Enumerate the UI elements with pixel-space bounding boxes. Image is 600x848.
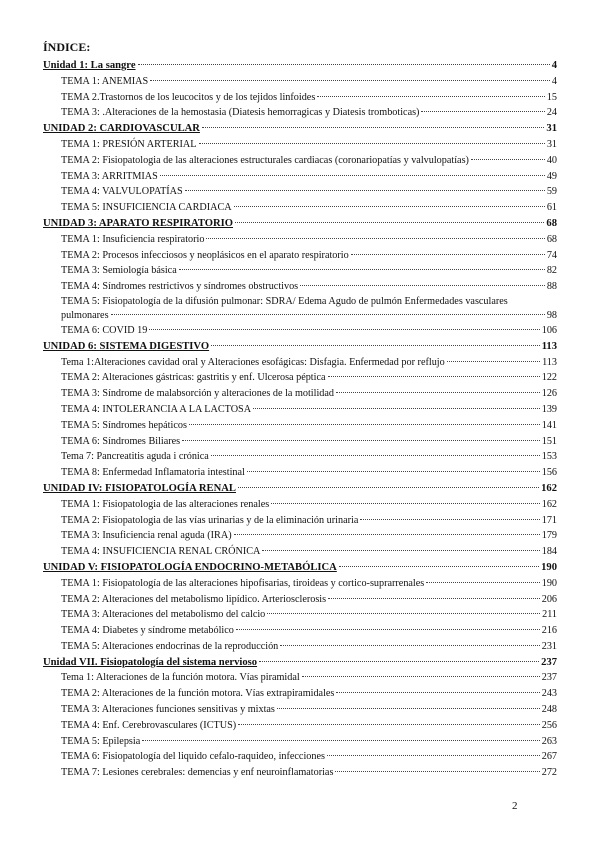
toc-entry-label: UNIDAD 6: SISTEMA DIGESTIVO bbox=[43, 340, 210, 352]
dot-leader bbox=[280, 645, 539, 646]
toc-entry-topic[interactable] bbox=[43, 200, 557, 216]
dot-leader bbox=[421, 111, 544, 112]
toc-entry-label: TEMA 3: Alteraciones funciones sensitivas y mixtas bbox=[61, 704, 275, 716]
toc-entry-page: 156 bbox=[541, 467, 557, 479]
toc-entry-page: 216 bbox=[541, 625, 557, 637]
toc-entry-topic[interactable] bbox=[43, 153, 557, 169]
toc-entry-topic[interactable] bbox=[43, 279, 557, 295]
dot-leader bbox=[336, 392, 540, 393]
dot-leader bbox=[202, 127, 544, 128]
toc-entry-page: 15 bbox=[546, 91, 557, 103]
toc-entry-label: TEMA 6: Síndromes Biliares bbox=[61, 435, 181, 447]
page-number: 2 bbox=[512, 800, 518, 812]
dot-leader bbox=[336, 692, 539, 693]
toc-entry-label-continued: pulmonares bbox=[61, 309, 109, 321]
toc-entry-topic[interactable] bbox=[43, 169, 557, 185]
dot-leader bbox=[138, 64, 550, 65]
toc-entry-topic[interactable] bbox=[43, 765, 557, 781]
toc-entry-unit[interactable] bbox=[43, 560, 557, 576]
toc-entry-page: 31 bbox=[546, 123, 557, 135]
toc-entry-label: UNIDAD V: FISIOPATOLOGÍA ENDOCRINO-METABÓLICA bbox=[43, 561, 337, 573]
toc-entry-label: TEMA 6: COVID 19 bbox=[61, 324, 148, 336]
toc-entry-page: 190 bbox=[541, 561, 557, 573]
toc-entry-topic[interactable] bbox=[43, 749, 557, 765]
toc-entry-page: 82 bbox=[546, 265, 557, 277]
dot-leader bbox=[360, 519, 539, 520]
dot-leader bbox=[271, 503, 539, 504]
toc-entry-topic[interactable] bbox=[43, 702, 557, 718]
toc-entry-label: TEMA 5: Alteraciones endocrinas de la reproducción bbox=[61, 640, 279, 652]
toc-entry-topic[interactable] bbox=[43, 670, 557, 686]
toc-entry-label: TEMA 5: Fisiopatología de la difusión pulmonar: SDRA/ Edema Agudo de pulmón Enfermedades vasculares bbox=[61, 295, 508, 307]
toc-entry-topic[interactable] bbox=[43, 105, 557, 121]
toc-entry-page: 243 bbox=[541, 688, 557, 700]
toc-entry-page: 237 bbox=[541, 656, 557, 668]
toc-entry-label: TEMA 1: Fisiopatología de las alteraciones hipofisarias, tiroideas y cortico-suprarrenales bbox=[61, 577, 425, 589]
toc-entry-unit[interactable] bbox=[43, 216, 557, 232]
dot-leader bbox=[447, 361, 540, 362]
toc-entry-page: 237 bbox=[541, 672, 557, 684]
toc-entry-label: TEMA 1: Fisiopatologia de las alteraciones renales bbox=[61, 498, 270, 510]
toc-entry-page: 74 bbox=[546, 249, 557, 261]
toc-entry-page: 256 bbox=[541, 719, 557, 731]
dot-leader bbox=[328, 376, 540, 377]
toc-entry-topic[interactable] bbox=[43, 90, 557, 106]
toc-entry-label: TEMA 2: Procesos infecciosos y neoplásicos en el aparato respiratorio bbox=[61, 249, 349, 261]
toc-entry-label: TEMA 3: Semiología básica bbox=[61, 265, 177, 277]
toc-entry-page: 272 bbox=[541, 767, 557, 779]
toc-entry-label: TEMA 4: Diabetes y síndrome metabólico bbox=[61, 625, 234, 637]
dot-leader bbox=[199, 143, 545, 144]
toc-entry-page: 267 bbox=[541, 751, 557, 763]
toc-entry-page: 141 bbox=[541, 419, 557, 431]
dot-leader bbox=[236, 629, 540, 630]
toc-entry-page: 139 bbox=[541, 403, 557, 415]
dot-leader bbox=[189, 424, 540, 425]
toc-entry-topic[interactable] bbox=[43, 497, 557, 513]
table-of-contents bbox=[43, 58, 557, 781]
toc-entry-page: 162 bbox=[541, 498, 557, 510]
toc-entry-topic[interactable] bbox=[43, 263, 557, 279]
toc-entry-page: 184 bbox=[541, 546, 557, 558]
toc-entry-continuation bbox=[61, 309, 557, 323]
toc-entry-label: TEMA 2: Alteraciones del metabolismo lipídico. Arteriosclerosis bbox=[61, 593, 327, 605]
toc-entry-topic[interactable] bbox=[43, 718, 557, 734]
toc-entry-label: TEMA 1: Insuficiencia respiratorio bbox=[61, 233, 205, 245]
toc-entry-label: TEMA 1: PRESIÓN ARTERIAL bbox=[61, 138, 197, 150]
toc-entry-page: 206 bbox=[541, 593, 557, 605]
index-title: ÍNDICE: bbox=[43, 40, 91, 54]
toc-entry-page: 98 bbox=[546, 309, 557, 321]
dot-leader bbox=[335, 771, 539, 772]
toc-entry-topic[interactable] bbox=[43, 74, 557, 90]
toc-entry-label: TEMA 5: Síndromes hepáticos bbox=[61, 419, 187, 431]
toc-entry-label: TEMA 3: Insuficiencia renal aguda (IRA) bbox=[61, 530, 232, 542]
toc-entry-topic[interactable] bbox=[43, 370, 557, 386]
toc-entry-unit[interactable] bbox=[43, 655, 557, 671]
toc-entry-page: 126 bbox=[541, 388, 557, 400]
dot-leader bbox=[234, 534, 540, 535]
toc-entry-page: 61 bbox=[546, 202, 557, 214]
toc-entry-page: 179 bbox=[541, 530, 557, 542]
toc-entry-topic[interactable] bbox=[43, 686, 557, 702]
toc-entry-label: TEMA 4: INTOLERANCIA A LA LACTOSA bbox=[61, 403, 252, 415]
toc-entry-label: TEMA 4: INSUFICIENCIA RENAL CRÓNICA bbox=[61, 546, 261, 558]
toc-entry-label: TEMA 3: ARRITMIAS bbox=[61, 170, 158, 182]
dot-leader bbox=[149, 329, 539, 330]
toc-entry-page: 190 bbox=[541, 577, 557, 589]
dot-leader bbox=[262, 550, 539, 551]
toc-entry-topic[interactable] bbox=[43, 623, 557, 639]
toc-entry-page: 59 bbox=[546, 186, 557, 198]
toc-entry-page: 49 bbox=[546, 170, 557, 182]
dot-leader bbox=[351, 254, 545, 255]
toc-entry-topic[interactable] bbox=[43, 513, 557, 529]
toc-entry-label: TEMA 2: Alteraciones de la función motora. Vías extrapiramidales bbox=[61, 688, 335, 700]
toc-entry-label: TEMA 2: Fisiopatologia de las vías urinarias y de la eliminación urinaria bbox=[61, 514, 359, 526]
toc-entry-topic[interactable] bbox=[43, 295, 557, 323]
toc-entry-topic[interactable] bbox=[43, 402, 557, 418]
dot-leader bbox=[211, 345, 540, 346]
toc-entry-label: Unidad VII. Fisiopatología del sistema nervioso bbox=[43, 656, 258, 668]
toc-entry-label: TEMA 4: VALVULOPATÍAS bbox=[61, 186, 183, 198]
toc-entry-page: 106 bbox=[541, 324, 557, 336]
toc-entry-topic[interactable] bbox=[43, 544, 557, 560]
toc-entry-page: 4 bbox=[551, 60, 557, 71]
toc-entry-topic[interactable] bbox=[43, 607, 557, 623]
dot-leader bbox=[111, 314, 545, 315]
toc-entry-page: 68 bbox=[546, 233, 557, 245]
dot-leader bbox=[317, 96, 545, 97]
dot-leader bbox=[253, 408, 540, 409]
toc-entry-page: 231 bbox=[541, 640, 557, 652]
toc-entry-topic[interactable] bbox=[43, 386, 557, 402]
toc-entry-topic[interactable] bbox=[43, 248, 557, 264]
dot-leader bbox=[238, 487, 539, 488]
toc-entry-label: TEMA 4: Enf. Cerebrovasculares (ICTUS) bbox=[61, 719, 237, 731]
dot-leader bbox=[235, 222, 544, 223]
toc-entry-label: Tema 7: Pancreatitis aguda i crónica bbox=[61, 451, 209, 463]
toc-entry-label: Tema 1: Alteraciones de la función motora. Vías piramidal bbox=[61, 672, 300, 684]
toc-entry-label: TEMA 7: Lesiones cerebrales: demencias y enf neuroinflamatorias bbox=[61, 767, 334, 779]
dot-leader bbox=[302, 676, 540, 677]
toc-entry-page: 88 bbox=[546, 281, 557, 293]
toc-entry-page: 153 bbox=[541, 451, 557, 463]
dot-leader bbox=[259, 661, 539, 662]
toc-entry-label: Unidad 1: La sangre bbox=[43, 60, 136, 71]
toc-entry-page: 40 bbox=[546, 154, 557, 166]
toc-entry-topic[interactable] bbox=[43, 576, 557, 592]
toc-entry-label: TEMA 3: Alteraciones del metabolismo del calcio bbox=[61, 609, 266, 621]
toc-entry-label: TEMA 5: INSUFICIENCIA CARDIACA bbox=[61, 202, 232, 214]
toc-entry-page: 113 bbox=[541, 340, 557, 352]
toc-entry-topic[interactable] bbox=[43, 323, 557, 339]
dot-leader bbox=[160, 175, 545, 176]
dot-leader bbox=[185, 190, 545, 191]
toc-entry-page: 171 bbox=[541, 514, 557, 526]
toc-entry-topic[interactable] bbox=[43, 184, 557, 200]
dot-leader bbox=[277, 708, 540, 709]
toc-entry-label: TEMA 1: ANEMIAS bbox=[61, 75, 149, 87]
dot-leader bbox=[182, 440, 540, 441]
toc-entry-page: 122 bbox=[541, 372, 557, 384]
dot-leader bbox=[238, 724, 540, 725]
toc-entry-label: Tema 1:Alteraciones cavidad oral y Alteraciones esofágicas: Disfagia. Enfermedad por reflujo bbox=[61, 356, 445, 368]
toc-entry-topic[interactable] bbox=[43, 528, 557, 544]
toc-entry-unit[interactable] bbox=[43, 481, 557, 497]
dot-leader bbox=[234, 206, 545, 207]
toc-entry-unit[interactable] bbox=[43, 121, 557, 137]
toc-entry-label: TEMA 8: Enfermedad Inflamatoria intestinal bbox=[61, 467, 245, 479]
dot-leader bbox=[339, 566, 539, 567]
toc-entry-label: TEMA 3: Síndrome de malabsorción y alteraciones de la motilidad bbox=[61, 388, 335, 400]
toc-entry-topic[interactable] bbox=[43, 734, 557, 750]
dot-leader bbox=[328, 598, 540, 599]
toc-entry-label: TEMA 2: Fisiopatologia de las alteraciones estructurales cardiacas (coronariopatías y valvulopatías) bbox=[61, 154, 469, 166]
dot-leader bbox=[426, 582, 539, 583]
dot-leader bbox=[206, 238, 544, 239]
toc-entry-topic[interactable] bbox=[43, 639, 557, 655]
toc-entry-topic[interactable] bbox=[43, 355, 557, 371]
toc-entry-topic[interactable] bbox=[43, 232, 557, 248]
toc-entry-label: UNIDAD IV: FISIOPATOLOGÍA RENAL bbox=[43, 482, 236, 494]
toc-entry-page: 162 bbox=[541, 482, 557, 494]
toc-entry-label: TEMA 2: Alteraciones gástricas: gastritis y enf. Ulcerosa péptica bbox=[61, 372, 326, 384]
toc-entry-topic[interactable] bbox=[43, 137, 557, 153]
toc-entry-unit[interactable] bbox=[43, 339, 557, 355]
toc-entry-page: 4 bbox=[551, 75, 557, 87]
dot-leader bbox=[150, 80, 550, 81]
toc-entry-page: 151 bbox=[541, 435, 557, 447]
toc-entry-topic[interactable] bbox=[43, 449, 557, 465]
toc-entry-topic[interactable] bbox=[43, 592, 557, 608]
dot-leader bbox=[179, 269, 545, 270]
toc-entry-unit[interactable] bbox=[43, 58, 557, 74]
dot-leader bbox=[327, 755, 540, 756]
toc-entry-page: 68 bbox=[546, 217, 557, 229]
toc-entry-label: UNIDAD 3: APARATO RESPIRATORIO bbox=[43, 217, 234, 229]
toc-entry-page: 24 bbox=[546, 107, 557, 119]
dot-leader bbox=[267, 613, 540, 614]
toc-entry-page: 263 bbox=[541, 735, 557, 747]
toc-entry-label: UNIDAD 2: CARDIOVASCULAR bbox=[43, 123, 200, 135]
dot-leader bbox=[247, 471, 540, 472]
toc-entry-page: 248 bbox=[541, 704, 557, 716]
dot-leader bbox=[211, 455, 540, 456]
dot-leader bbox=[300, 285, 545, 286]
dot-leader bbox=[142, 740, 539, 741]
dot-leader bbox=[471, 159, 545, 160]
toc-entry-topic[interactable] bbox=[43, 418, 557, 434]
toc-entry-label: TEMA 2.Trastornos de los leucocitos y de los tejidos linfoides bbox=[61, 91, 316, 103]
toc-entry-label: TEMA 5: Epilepsia bbox=[61, 735, 141, 747]
toc-entry-page: 211 bbox=[542, 609, 557, 621]
toc-entry-label: TEMA 3: .Alteraciones de la hemostasia (Diatesis hemorragicas y Diatesis tromboticas) bbox=[61, 107, 420, 119]
toc-entry-page: 113 bbox=[542, 356, 557, 368]
toc-entry-page: 31 bbox=[546, 138, 557, 150]
toc-entry-topic[interactable] bbox=[43, 434, 557, 450]
toc-entry-topic[interactable] bbox=[43, 465, 557, 481]
toc-entry-label: TEMA 4: Síndromes restrictivos y síndromes obstructivos bbox=[61, 281, 299, 293]
toc-entry-label: TEMA 6: Fisiopatología del liquido cefalo-raquideo, infecciones bbox=[61, 751, 325, 763]
